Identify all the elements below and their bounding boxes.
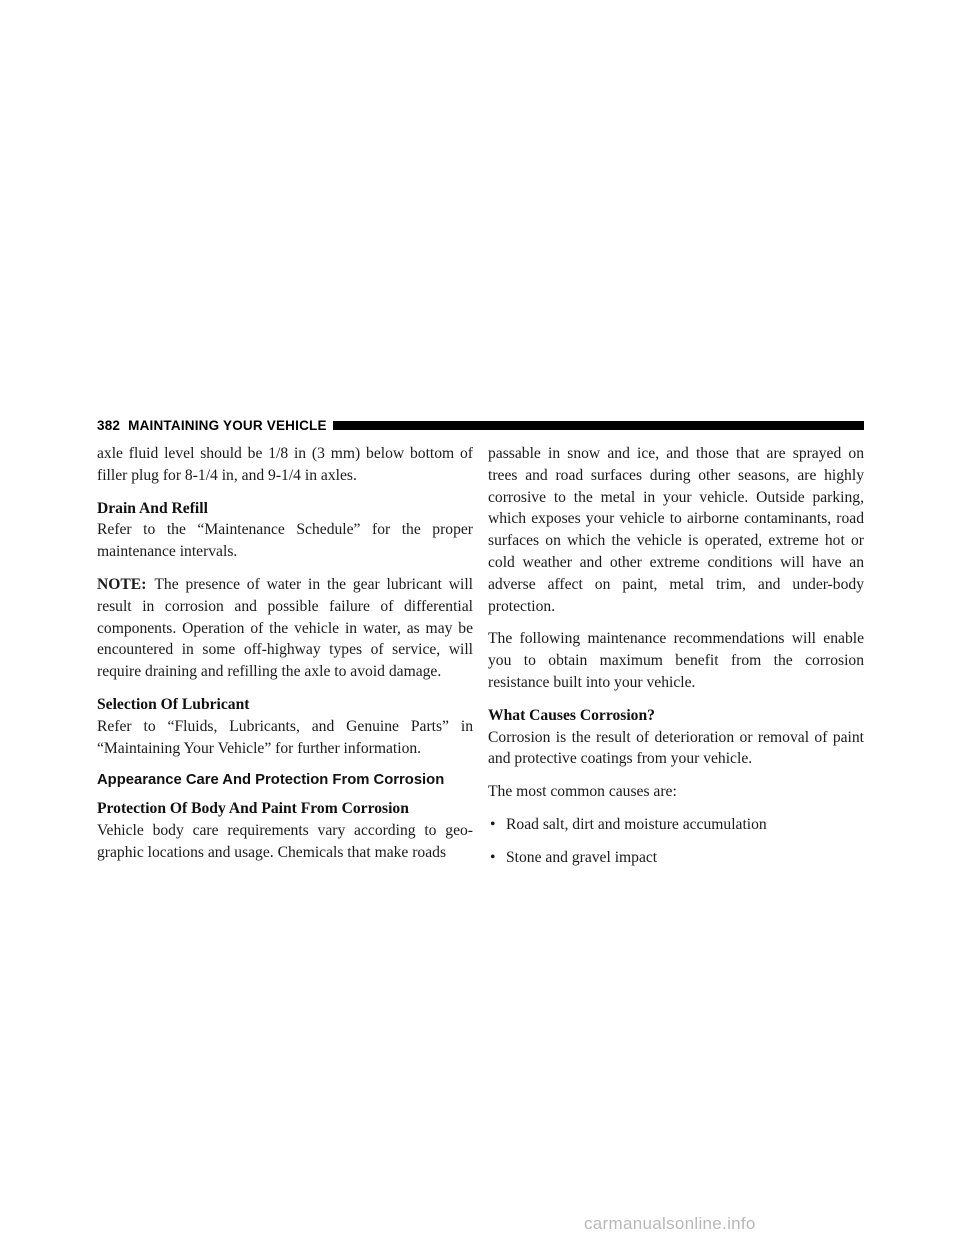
list-item xyxy=(488,847,864,869)
bullet-icon: • xyxy=(490,815,496,833)
lubricant-text: Refer to “Fluids, Lubricants, and Genuine Parts” in “Maintaining Your Vehicle” for further information. xyxy=(97,717,473,757)
common-causes-intro: The most common causes are: xyxy=(488,783,677,801)
protection-text: Vehicle body care requirements vary according to geo-graphic locations and usage. Chemicals that make roads xyxy=(97,822,473,861)
intro-paragraph: axle fluid level should be 1/8 in (3 mm) below bottom of filler plug for 8-1/4 in, and 9-1/4 in axles. xyxy=(97,445,473,484)
list-item-text: Road salt, dirt and moisture accumulation xyxy=(506,815,767,833)
drain-refill-text: Refer to the “Maintenance Schedule” for the proper maintenance intervals. xyxy=(97,521,473,561)
note-paragraph xyxy=(97,574,473,683)
note-label: NOTE: xyxy=(97,575,147,593)
protection-heading: Protection Of Body And Paint From Corrosion xyxy=(97,800,409,818)
causes-list xyxy=(488,814,864,869)
watermark: carmanualsonline.info xyxy=(584,1214,756,1233)
causes-heading: What Causes Corrosion? xyxy=(488,706,655,724)
list-item-text: Stone and gravel impact xyxy=(506,848,658,866)
right-column xyxy=(488,443,864,880)
lubricant-heading: Selection Of Lubricant xyxy=(97,695,250,713)
page-header xyxy=(97,416,864,434)
continued-text: passable in snow and ice, and those that are sprayed on trees and road surfaces during other seasons, are highly corrosive to the metal in your vehicle. Outside parking, which exposes your vehicle to airborne contaminants, road surfaces on which the vehicle is operated, extreme hot or cold weather and other extreme conditions will have an adverse affect on paint, metal trim, and under-body protection. xyxy=(488,445,864,615)
list-item xyxy=(488,814,864,836)
appearance-care-heading: Appearance Care And Protection From Corrosion xyxy=(97,772,445,789)
header-rule xyxy=(333,421,864,430)
bullet-icon: • xyxy=(490,848,496,866)
causes-text: Corrosion is the result of deterioration or removal of paint and protective coatings from your vehicle. xyxy=(488,728,864,768)
section-title: MAINTAINING YOUR VEHICLE xyxy=(128,417,327,433)
note-text: The presence of water in the gear lubricant will result in corrosion and possible failure of differential components. Operation of the vehicle in water, as may be encountered in some off-highway types of service, will require draining and refilling the axle to avoid damage. xyxy=(97,575,473,681)
drain-refill-heading: Drain And Refill xyxy=(97,499,208,517)
page-number: 382 xyxy=(97,417,121,433)
left-column xyxy=(97,443,473,864)
recommendations-text: The following maintenance recommendations will enable you to obtain maximum benefit from the corrosion resistance built into your vehicle. xyxy=(488,630,864,691)
